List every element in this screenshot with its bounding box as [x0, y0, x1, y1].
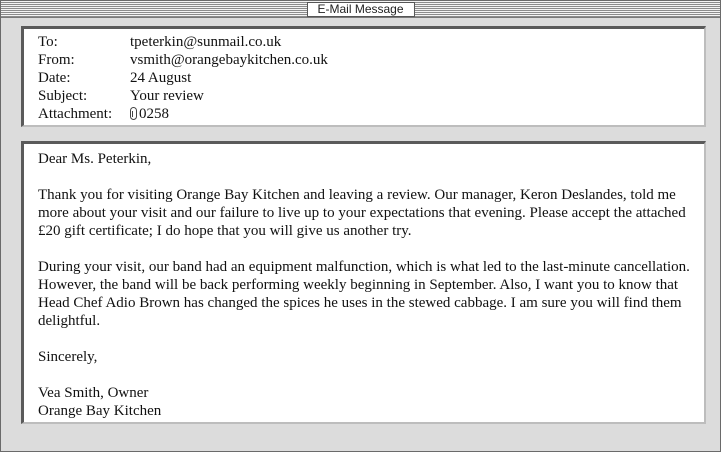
- to-value[interactable]: tpeterkin@sunmail.co.uk: [130, 34, 282, 50]
- window-titlebar[interactable]: [1, 1, 720, 18]
- email-header-panel: [21, 26, 706, 127]
- date-label: Date:: [38, 70, 71, 86]
- from-value[interactable]: vsmith@orangebaykitchen.co.uk: [130, 52, 328, 68]
- attachment-value: 0258: [139, 106, 169, 122]
- body-paragraph-1: Thank you for visiting Orange Bay Kitchen and leaving a review. Our manager, Keron Deslandes, told me more about your visit and our failure to live up to your expectations that evening. Please accept the attached £20 gift certificate; I do hope that you will give us another try.: [38, 187, 686, 239]
- subject-value: Your review: [130, 88, 204, 104]
- to-row: [38, 33, 704, 51]
- window-title: E-Mail Message: [306, 2, 414, 17]
- signature-company: Orange Bay Kitchen: [38, 403, 162, 419]
- paperclip-icon: [130, 107, 137, 120]
- attachment-row: [38, 105, 704, 123]
- date-row: [38, 69, 704, 87]
- to-label: To:: [38, 34, 58, 50]
- from-row: [38, 51, 704, 69]
- signature-name: Vea Smith, Owner: [38, 385, 149, 401]
- greeting: Dear Ms. Peterkin,: [38, 151, 152, 167]
- subject-label: Subject:: [38, 88, 88, 104]
- subject-row: [38, 87, 704, 105]
- closing: Sincerely,: [38, 349, 98, 365]
- date-value: 24 August: [130, 70, 192, 86]
- email-body-panel: [21, 141, 706, 424]
- attachment-label: Attachment:: [38, 106, 113, 122]
- attachment-link[interactable]: [130, 106, 169, 122]
- body-paragraph-2: During your visit, our band had an equipment malfunction, which is what led to the last-minute cancellation. However, the band will be back performing weekly beginning in September. Also, I want you to know that Head Chef Adio Brown has changed the spices he uses in the stewed cabbage. I am sure you will find them delightful.: [38, 259, 690, 329]
- from-label: From:: [38, 52, 75, 68]
